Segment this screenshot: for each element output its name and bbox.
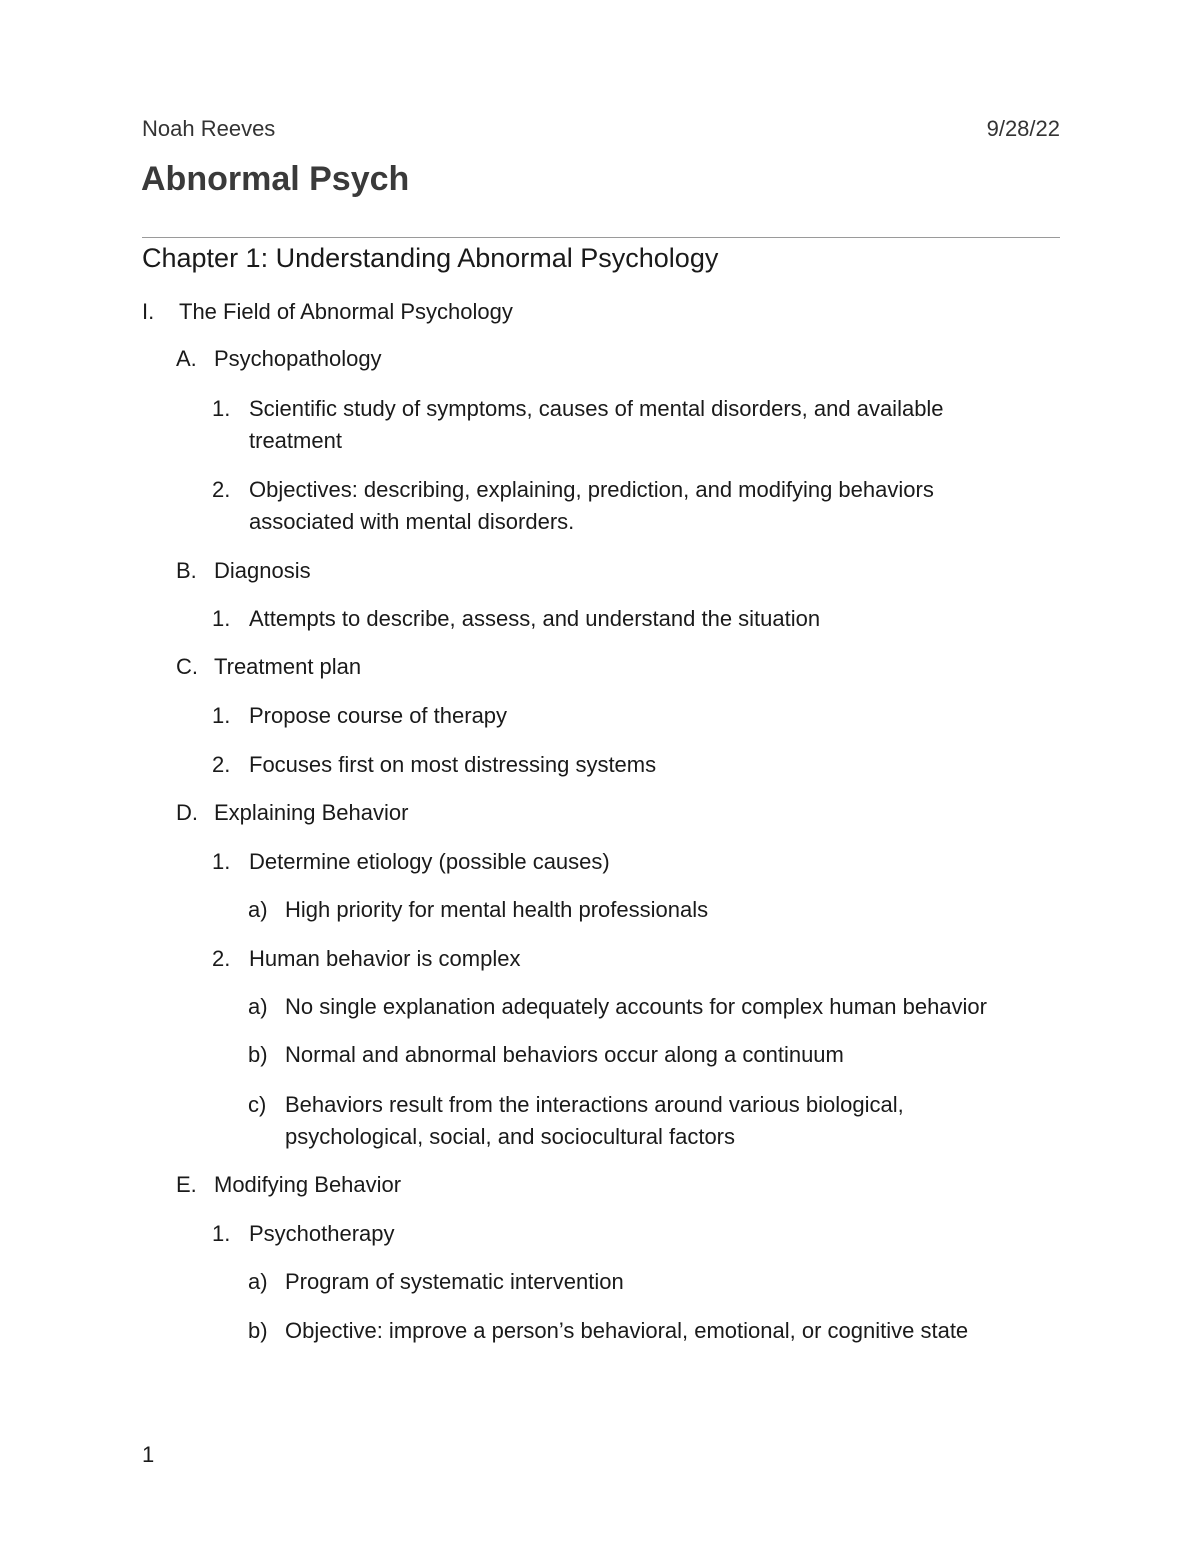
outline-marker: b) (248, 1318, 268, 1343)
outline-text: Scientific study of symptoms, causes of mental disorders, and available (249, 396, 944, 421)
outline-text: The Field of Abnormal Psychology (179, 299, 513, 324)
outline-text: Diagnosis (214, 558, 311, 583)
outline-text: Determine etiology (possible causes) (249, 849, 610, 874)
outline-text: Psychopathology (214, 346, 382, 371)
outline-text: Modifying Behavior (214, 1172, 402, 1197)
outline-text: Objectives: describing, explaining, prediction, and modifying behaviors (249, 477, 934, 502)
outline-text: Attempts to describe, assess, and understand the situation (249, 606, 821, 631)
note-date: 9/28/22 (986, 116, 1060, 141)
outline-marker: A. (176, 346, 197, 371)
outline-marker: 1. (212, 1221, 231, 1246)
page-header (142, 116, 1060, 146)
outline-text: Propose course of therapy (249, 703, 508, 728)
outline-text: Program of systematic intervention (285, 1269, 624, 1294)
outline-marker: 1. (212, 606, 231, 631)
outline-text: Treatment plan (214, 654, 362, 679)
title-divider (142, 237, 1060, 238)
page-number: 1 (142, 1442, 155, 1467)
outline-marker: b) (248, 1042, 268, 1067)
outline-text: Explaining Behavior (214, 800, 409, 825)
outline-text: Psychotherapy (249, 1221, 395, 1246)
outline-marker: a) (248, 994, 268, 1019)
outline-text: High priority for mental health professionals (285, 897, 709, 922)
outline-marker: E. (176, 1172, 197, 1197)
document-title: Abnormal Psych (141, 160, 410, 198)
outline-text: associated with mental disorders. (249, 509, 575, 534)
outline-text: Human behavior is complex (249, 946, 521, 971)
outline-marker: D. (176, 800, 198, 825)
outline-marker: c) (248, 1092, 267, 1117)
outline-text: No single explanation adequately accounts for complex human behavior (285, 994, 987, 1019)
outline-marker: B. (176, 558, 197, 583)
outline-marker: 2. (212, 477, 231, 502)
outline-text: psychological, social, and sociocultural factors (285, 1124, 736, 1149)
outline-text: Normal and abnormal behaviors occur along a continuum (285, 1042, 844, 1067)
outline-text: Behaviors result from the interactions around various biological, (285, 1092, 904, 1117)
outline-text: Focuses first on most distressing systems (249, 752, 657, 777)
outline-marker: 1. (212, 703, 231, 728)
outline-marker: 1. (212, 396, 231, 421)
outline-marker: a) (248, 1269, 268, 1294)
outline-text: Objective: improve a person’s behavioral, emotional, or cognitive state (285, 1318, 969, 1343)
outline-marker: 2. (212, 752, 231, 777)
outline-marker: C. (176, 654, 198, 679)
chapter-heading: Chapter 1: Understanding Abnormal Psychology (142, 243, 719, 273)
outline-text: treatment (249, 428, 342, 453)
outline-marker: I. (142, 299, 155, 324)
outline-marker: 1. (212, 849, 231, 874)
outline-marker: 2. (212, 946, 231, 971)
author-name: Noah Reeves (142, 116, 276, 141)
outline-marker: a) (248, 897, 268, 922)
